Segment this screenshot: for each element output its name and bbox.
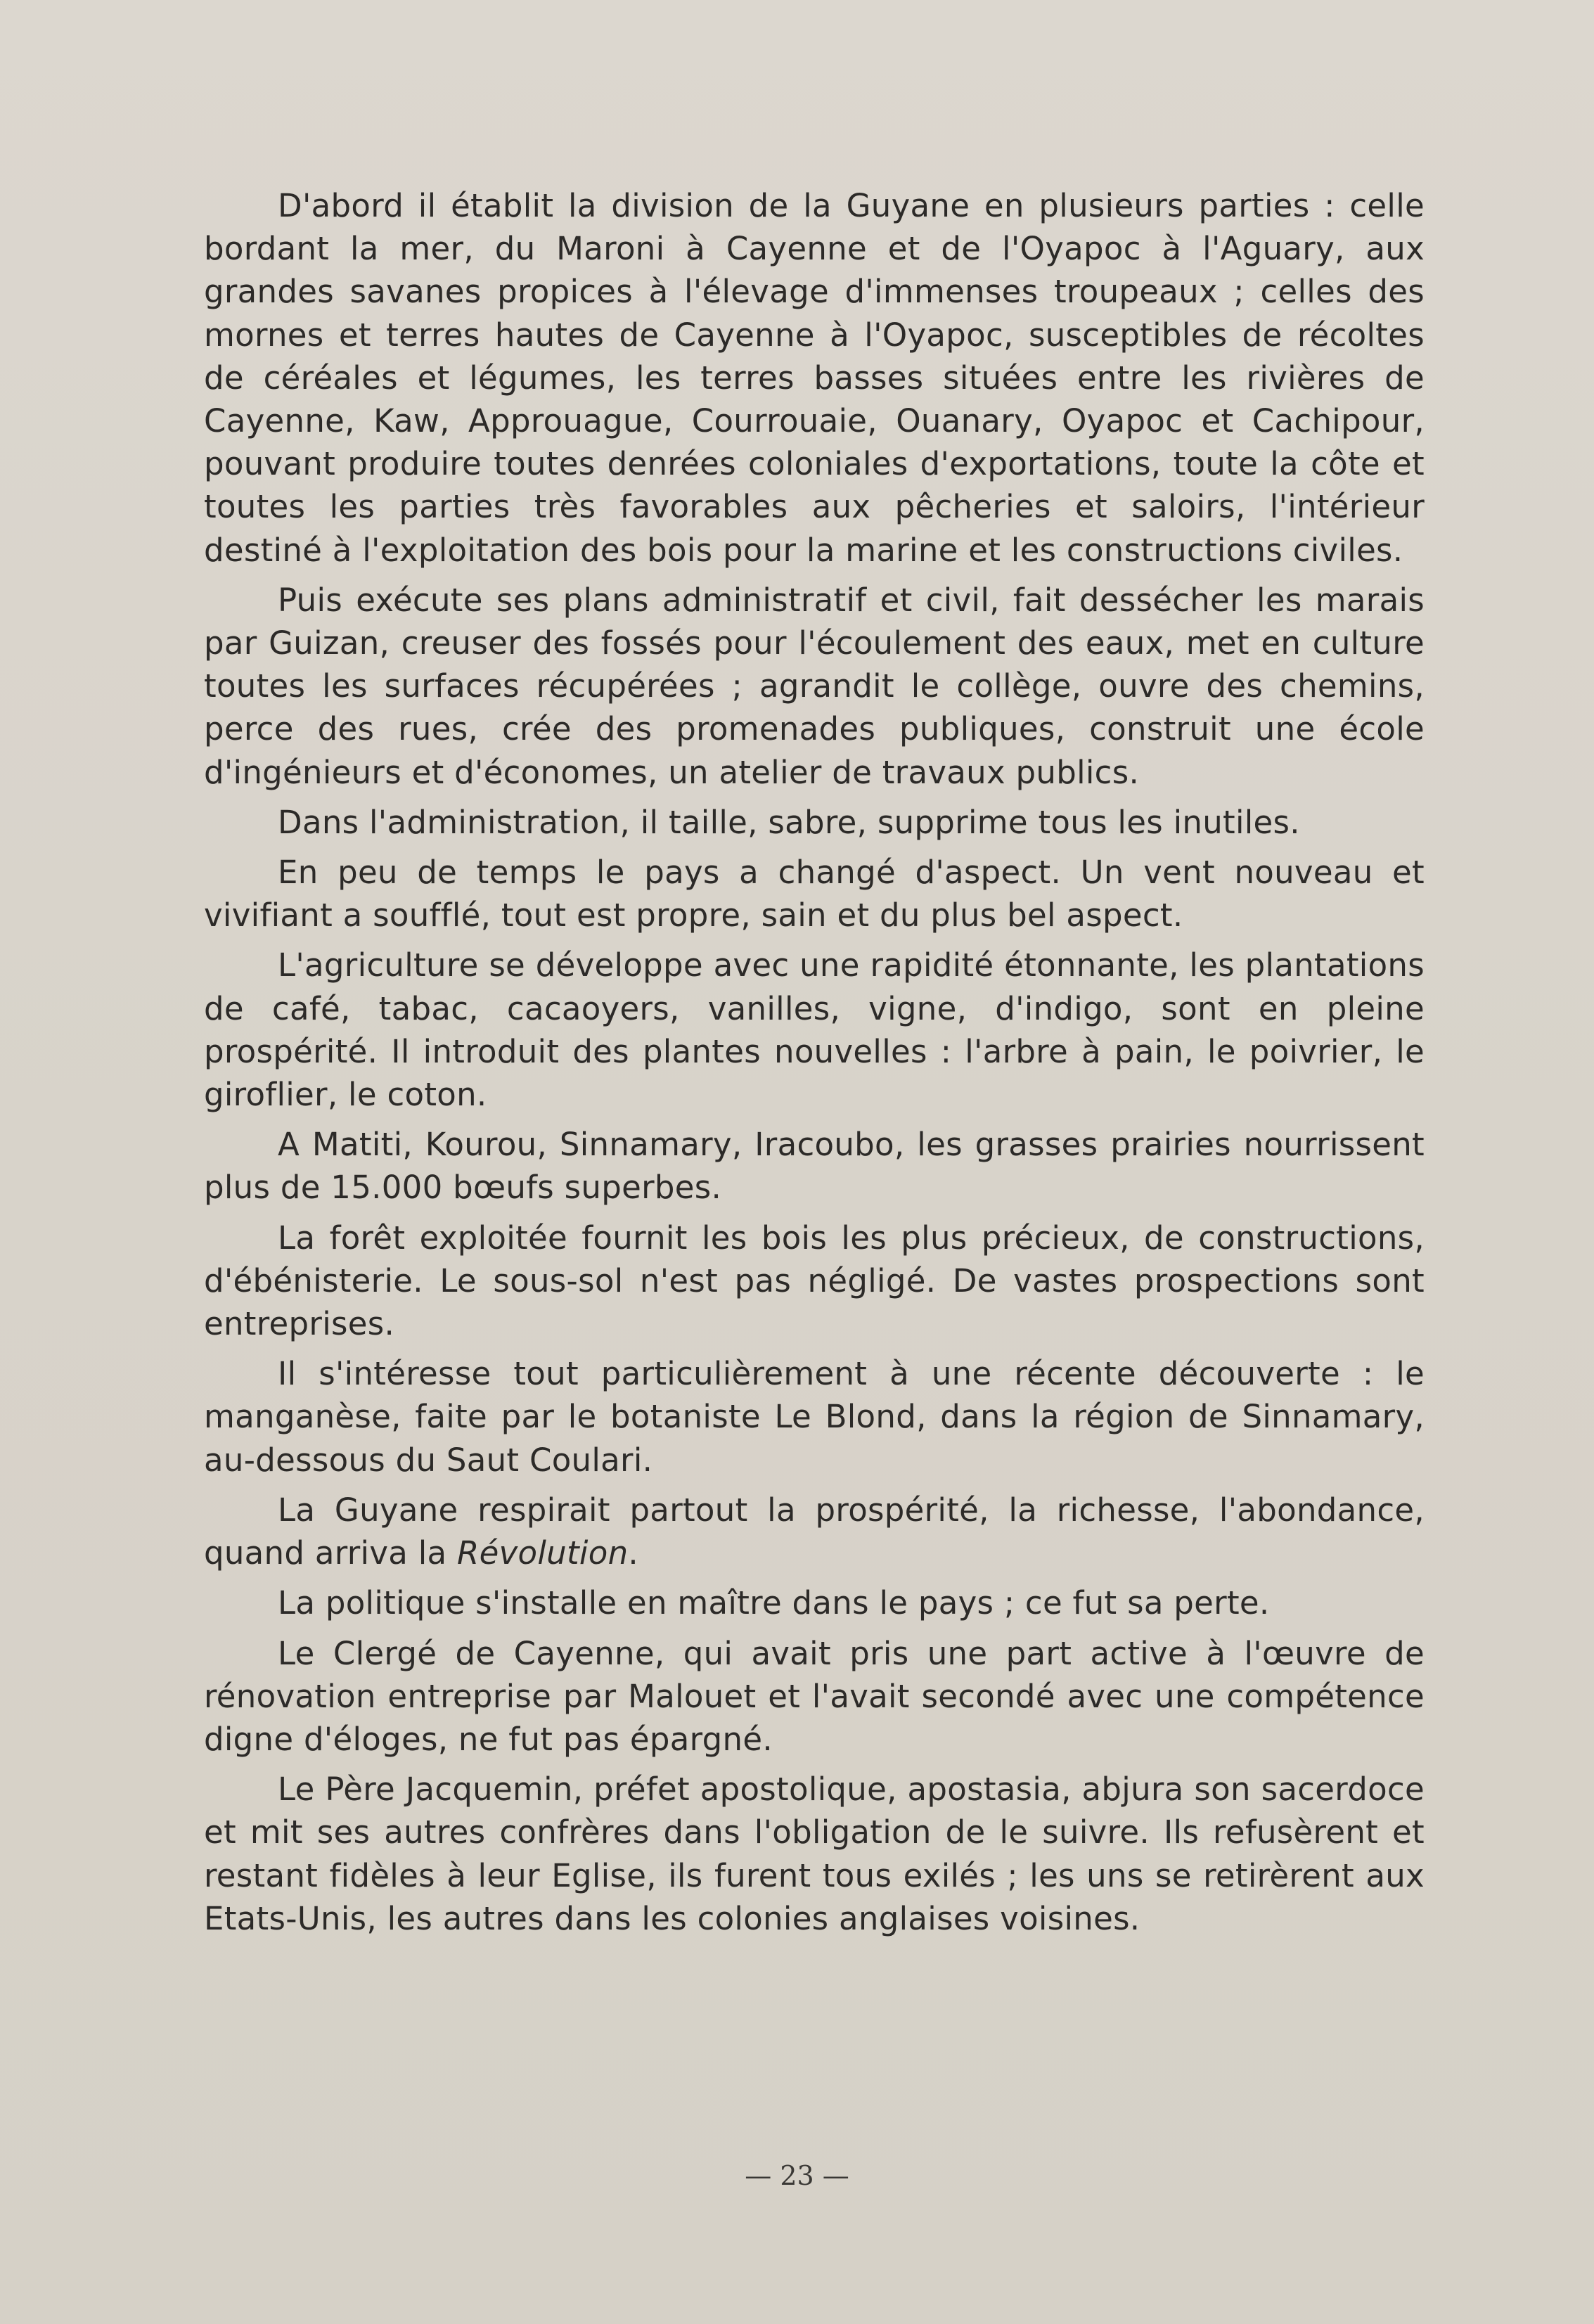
paragraph-9-end: . (628, 1534, 638, 1572)
paragraph-7: La forêt exploitée fournit les bois les plus précieux, de constructions, d'ébénisterie. Le sous-sol n'est pas négligé. De vastes prospections sont entreprises. (204, 1219, 1425, 1343)
paragraph-6: A Matiti, Kourou, Sinnamary, Iracoubo, les grasses prairies nourrissent plus de 15.000 bœufs superbes. (204, 1126, 1425, 1207)
page-number: — 23 — (745, 2160, 849, 2191)
paragraph-9 (204, 1489, 1425, 1574)
paragraph-9-text: La Guyane respirait partout la prospérité, la richesse, l'abondance, quand arriva la (204, 1491, 1425, 1572)
paragraph-8: Il s'intéresse tout particulièrement à une récente découverte : le manganèse, faite par le botaniste Le Blond, dans la région de Sinnamary, au-dessous du Saut Coulari. (204, 1355, 1425, 1479)
paragraph-4: En peu de temps le pays a changé d'aspect. Un vent nouveau et vivifiant a soufflé, tout est propre, sain et du plus bel aspect. (204, 854, 1425, 935)
paragraph-9-italic: Révolution (457, 1534, 629, 1572)
body-text (204, 184, 1425, 1947)
paragraph-10: La politique s'installe en maître dans le pays ; ce fut sa perte. (278, 1584, 1270, 1622)
paragraph-2: Puis exécute ses plans administratif et civil, fait dessécher les marais par Guizan, creuser des fossés pour l'écoulement des eaux, met en culture toutes les surfaces récupérées ; agrandit le collège, ouvre des chemins, perce des rues, crée des promenades publiques, construit une école d'ingénieurs et d'économes, un atelier de travaux publics. (204, 581, 1425, 791)
paragraph-3: Dans l'administration, il taille, sabre, supprime tous les inutiles. (278, 803, 1300, 841)
paragraph-12: Le Père Jacquemin, préfet apostolique, apostasia, abjura son sacerdoce et mit ses autres confrères dans l'obligation de le suivre. Ils refusèrent et restant fidèles à leur Eglise, ils furent tous exilés ; les uns se retirèrent aux Etats-Unis, les autres dans les colonies anglaises voisines. (204, 1771, 1425, 1937)
paragraph-5: L'agriculture se développe avec une rapidité étonnante, les plantations de café, tabac, cacaoyers, vanilles, vigne, d'indigo, sont en pleine prospérité. Il introduit des plantes nouvelles : l'arbre à pain, le poivrier, le giroflier, le coton. (204, 946, 1425, 1114)
paragraph-1: D'abord il établit la division de la Guyane en plusieurs parties : celle bordant la mer, du Maroni à Cayenne et de l'Oyapoc à l'Aguary, aux grandes savanes propices à l'élevage d'immenses troupeaux ; celles des mornes et terres hautes de Cayenne à l'Oyapoc, susceptibles de récoltes de céréales et légumes, les terres basses situées entre les rivières de Cayenne, Kaw, Approuague, Courrouaie, Ouanary, Oyapoc et Cachipour, pouvant produire toutes denrées coloniales d'exportations, toute la côte et toutes les parties très favorables aux pêcheries et saloirs, l'intérieur destiné à l'exploitation des bois pour la marine et les constructions civiles. (204, 187, 1425, 569)
paragraph-11: Le Clergé de Cayenne, qui avait pris une part active à l'œuvre de rénovation entreprise par Malouet et l'avait secondé avec une compétence digne d'éloges, ne fut pas épargné. (204, 1634, 1425, 1758)
